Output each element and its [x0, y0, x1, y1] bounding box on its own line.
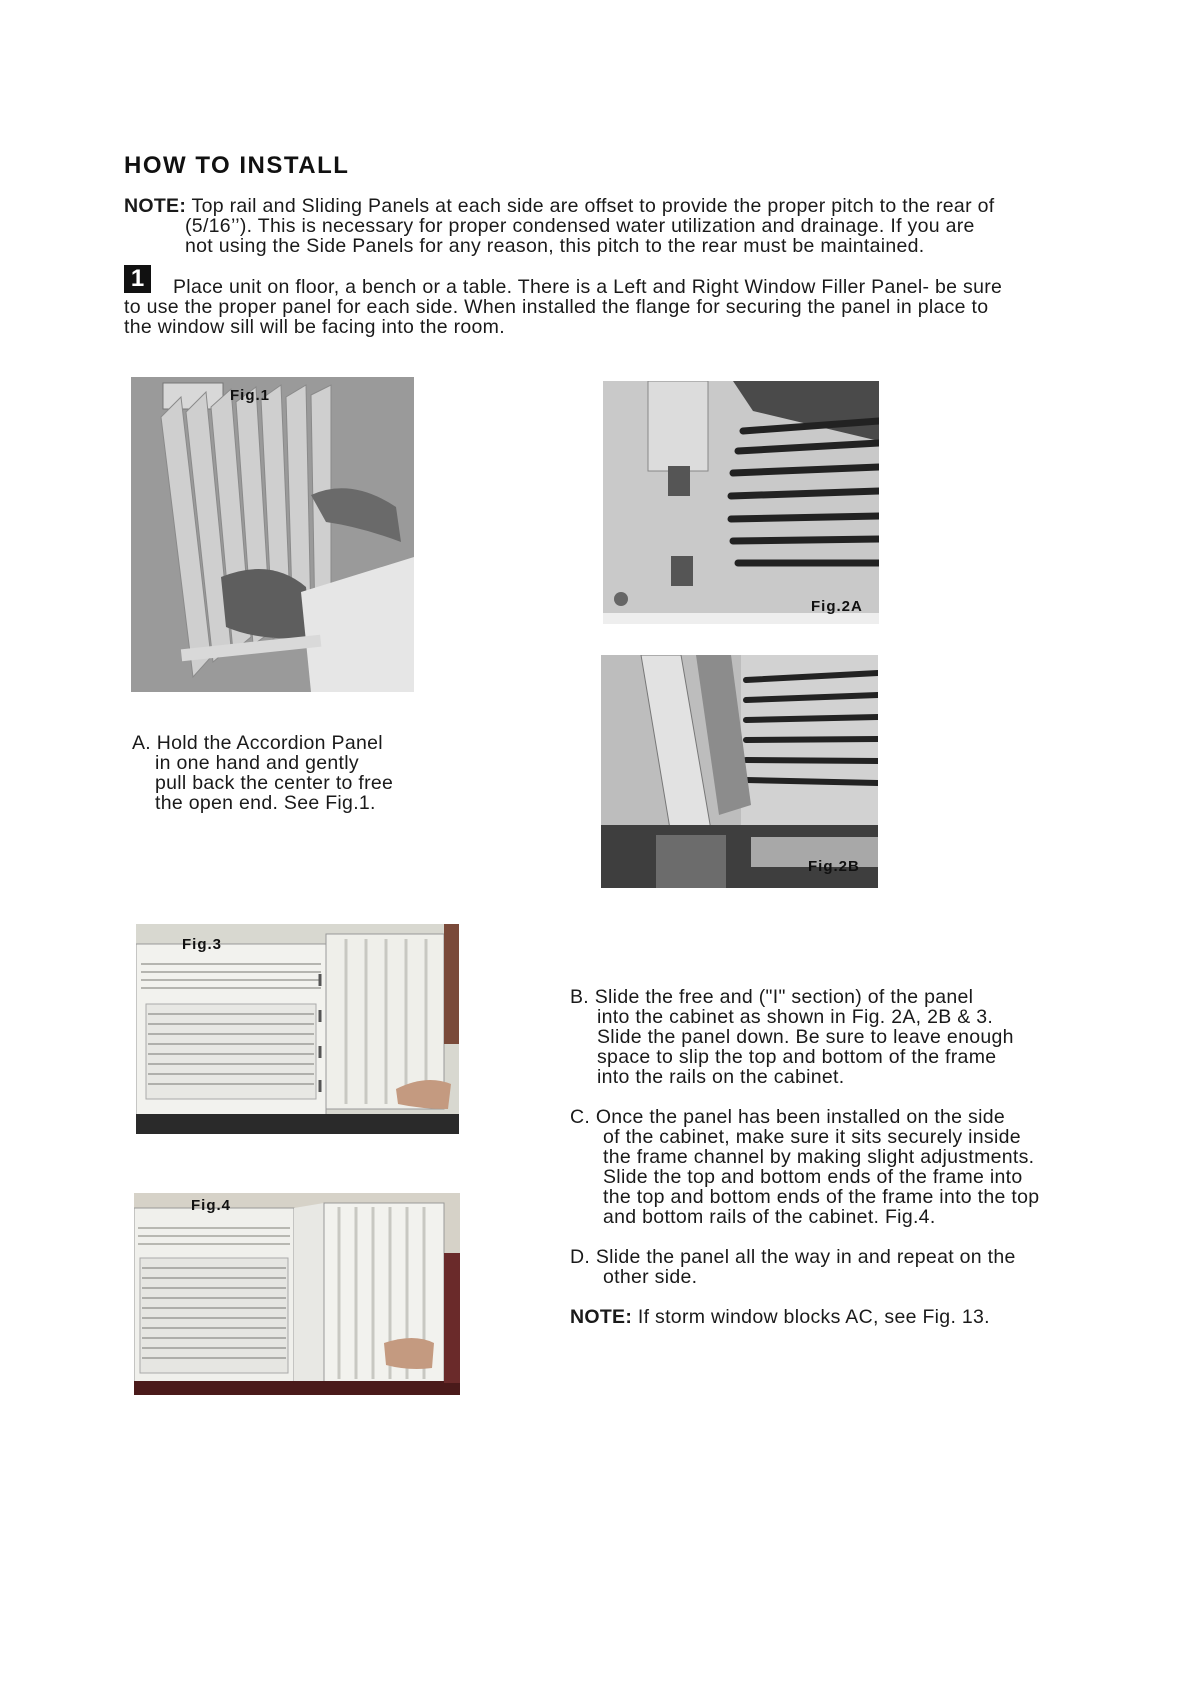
note-text-1: Top rail and Sliding Panels at each side are offset to provide the proper pitch to the rear of [191, 195, 995, 217]
step1-line-3: the window sill will be facing into the room. [124, 316, 505, 338]
instruction-c-line-5: the top and bottom ends of the frame into the top [603, 1186, 1040, 1208]
instruction-d-line-2: other side. [603, 1266, 698, 1288]
note-line-3: not using the Side Panels for any reason, this pitch to the rear must be maintained. [185, 235, 925, 257]
instruction-a-line-2: in one hand and gently [155, 752, 359, 774]
fig2a-photo [603, 381, 879, 624]
instruction-a-line-1: A. Hold the Accordion Panel [132, 732, 383, 754]
fig2b-label: Fig.2B [808, 858, 860, 875]
bottom-note-text: If storm window blocks AC, see Fig. 13. [637, 1306, 990, 1328]
fig1-photo [131, 377, 414, 692]
bottom-note-label: NOTE: [570, 1306, 633, 1328]
instruction-b-line-4: space to slip the top and bottom of the frame [597, 1046, 997, 1068]
fig3-photo [136, 924, 459, 1134]
step-number-badge: 1 [124, 265, 151, 293]
instruction-c-line-3: the frame channel by making slight adjustments. [603, 1146, 1035, 1168]
instruction-b-line-1: B. Slide the free and ("I" section) of the panel [570, 986, 974, 1008]
fig4-photo [134, 1193, 460, 1395]
instruction-b-line-3: Slide the panel down. Be sure to leave enough [597, 1026, 1014, 1048]
fig2a-label: Fig.2A [811, 598, 863, 615]
instruction-c-line-1: C. Once the panel has been installed on the side [570, 1106, 1006, 1128]
fig1-label: Fig.1 [230, 387, 271, 404]
fig3-label: Fig.3 [182, 936, 223, 953]
instruction-c-line-6: and bottom rails of the cabinet. Fig.4. [603, 1206, 936, 1228]
note-line-2: (5/16’’). This is necessary for proper condensed water utilization and drainage. If you are [185, 215, 975, 237]
step1-line-2: to use the proper panel for each side. When installed the flange for securing the panel in place to [124, 296, 989, 318]
note-line-1 [124, 196, 994, 216]
instruction-b-line-5: into the rails on the cabinet. [597, 1066, 845, 1088]
instruction-c-line-2: of the cabinet, make sure it sits securely inside [603, 1126, 1021, 1148]
instruction-d-line-1: D. Slide the panel all the way in and repeat on the [570, 1246, 1016, 1268]
instruction-c-line-4: Slide the top and bottom ends of the frame into [603, 1166, 1023, 1188]
instruction-b-line-2: into the cabinet as shown in Fig. 2A, 2B & 3. [597, 1006, 994, 1028]
fig2b-photo [601, 655, 878, 888]
note-label: NOTE: [124, 195, 187, 217]
instruction-a-line-3: pull back the center to free [155, 772, 394, 794]
step1-line-1: Place unit on floor, a bench or a table. There is a Left and Right Window Filler Panel- be sure [173, 276, 1003, 298]
page-title: HOW TO INSTALL [124, 152, 350, 179]
bottom-note [570, 1307, 990, 1327]
fig4-label: Fig.4 [191, 1197, 232, 1214]
instruction-a-line-4: the open end. See Fig.1. [155, 792, 376, 814]
